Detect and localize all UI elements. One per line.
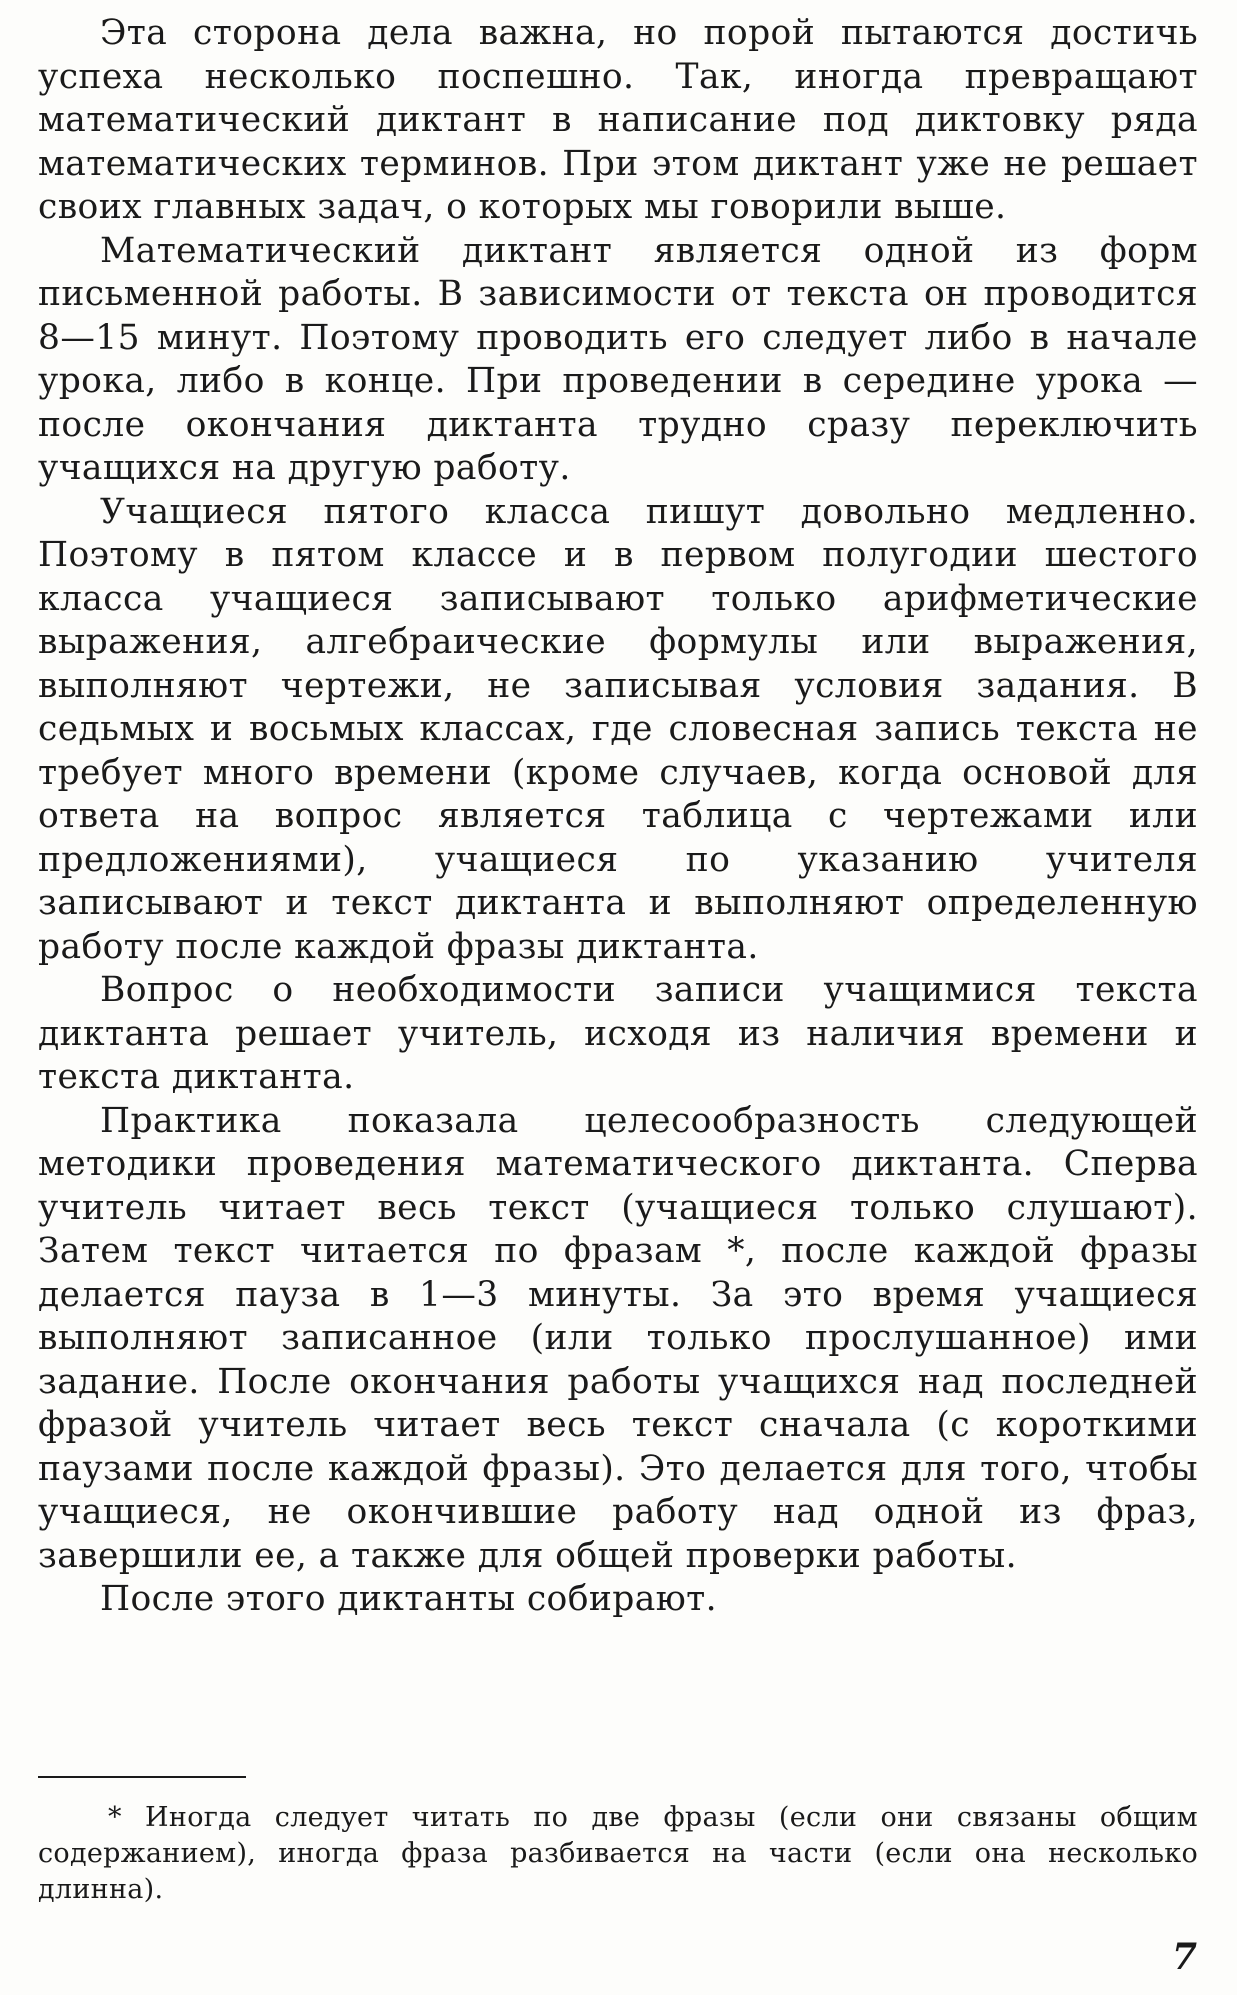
footnote-divider: [38, 1776, 246, 1778]
paragraph-4: Вопрос о необходимости записи учащимися текста диктанта решает учитель, исходя из наличия времени и текста диктанта.: [38, 970, 1198, 1097]
paragraph-6: После этого диктанты собирают.: [100, 1579, 718, 1619]
paragraph-5: Практика показала целесообразность следующей методики проведения математического диктанта. Сперва учитель читает весь текст (учащиеся только слушают). Затем текст читается по фразам *, после каждой фразы делается пауза в 1—3 минуты. За это время учащиеся выполняют записанное (или только прослушанное) ими задание. После окончания работы учащихся над последней фразой учитель читает весь текст сначала (с короткими паузами после каждой фразы). Это делается для того, чтобы учащиеся, не окончившие работу над одной из фраз, завершили ее, а также для общей проверки работы.: [38, 1100, 1198, 1576]
page-number: 7: [1171, 1936, 1197, 1978]
paragraph-1: Эта сторона дела важна, но порой пытаются достичь успеха несколько поспешно. Так, иногда превращают математический диктант в написание под диктовку ряда математических терминов. При этом диктант уже не решает своих главных задач, о которых мы говорили выше.: [38, 13, 1198, 227]
footnote: * Иногда следует читать по две фразы (если они связаны общим содержанием), иногда фраза разбивается на части (если она несколько длинна).: [38, 1802, 1198, 1905]
paragraph-2: Математический диктант является одной из форм письменной работы. В зависимости от текста он проводится 8—15 минут. Поэтому проводить его следует либо в начале урока, либо в конце. При проведении в середине урока — после окончания диктанта трудно сразу переключить учащихся на другую работу.: [38, 230, 1198, 488]
main-text: [38, 12, 1198, 1622]
paragraph-3: Учащиеся пятого класса пишут довольно медленно. Поэтому в пятом классе и в первом полугодии шестого класса учащиеся записывают только арифметические выражения, алгебраические формулы или выражения, выполняют чертежи, не записывая условия задания. В седьмых и восьмых классах, где словесная запись текста не требует много времени (кроме случаев, когда основой для ответа на вопрос является таблица с чертежами или предложениями), учащиеся по указанию учителя записывают и текст диктанта и выполняют определенную работу после каждой фразы диктанта.: [38, 491, 1198, 967]
